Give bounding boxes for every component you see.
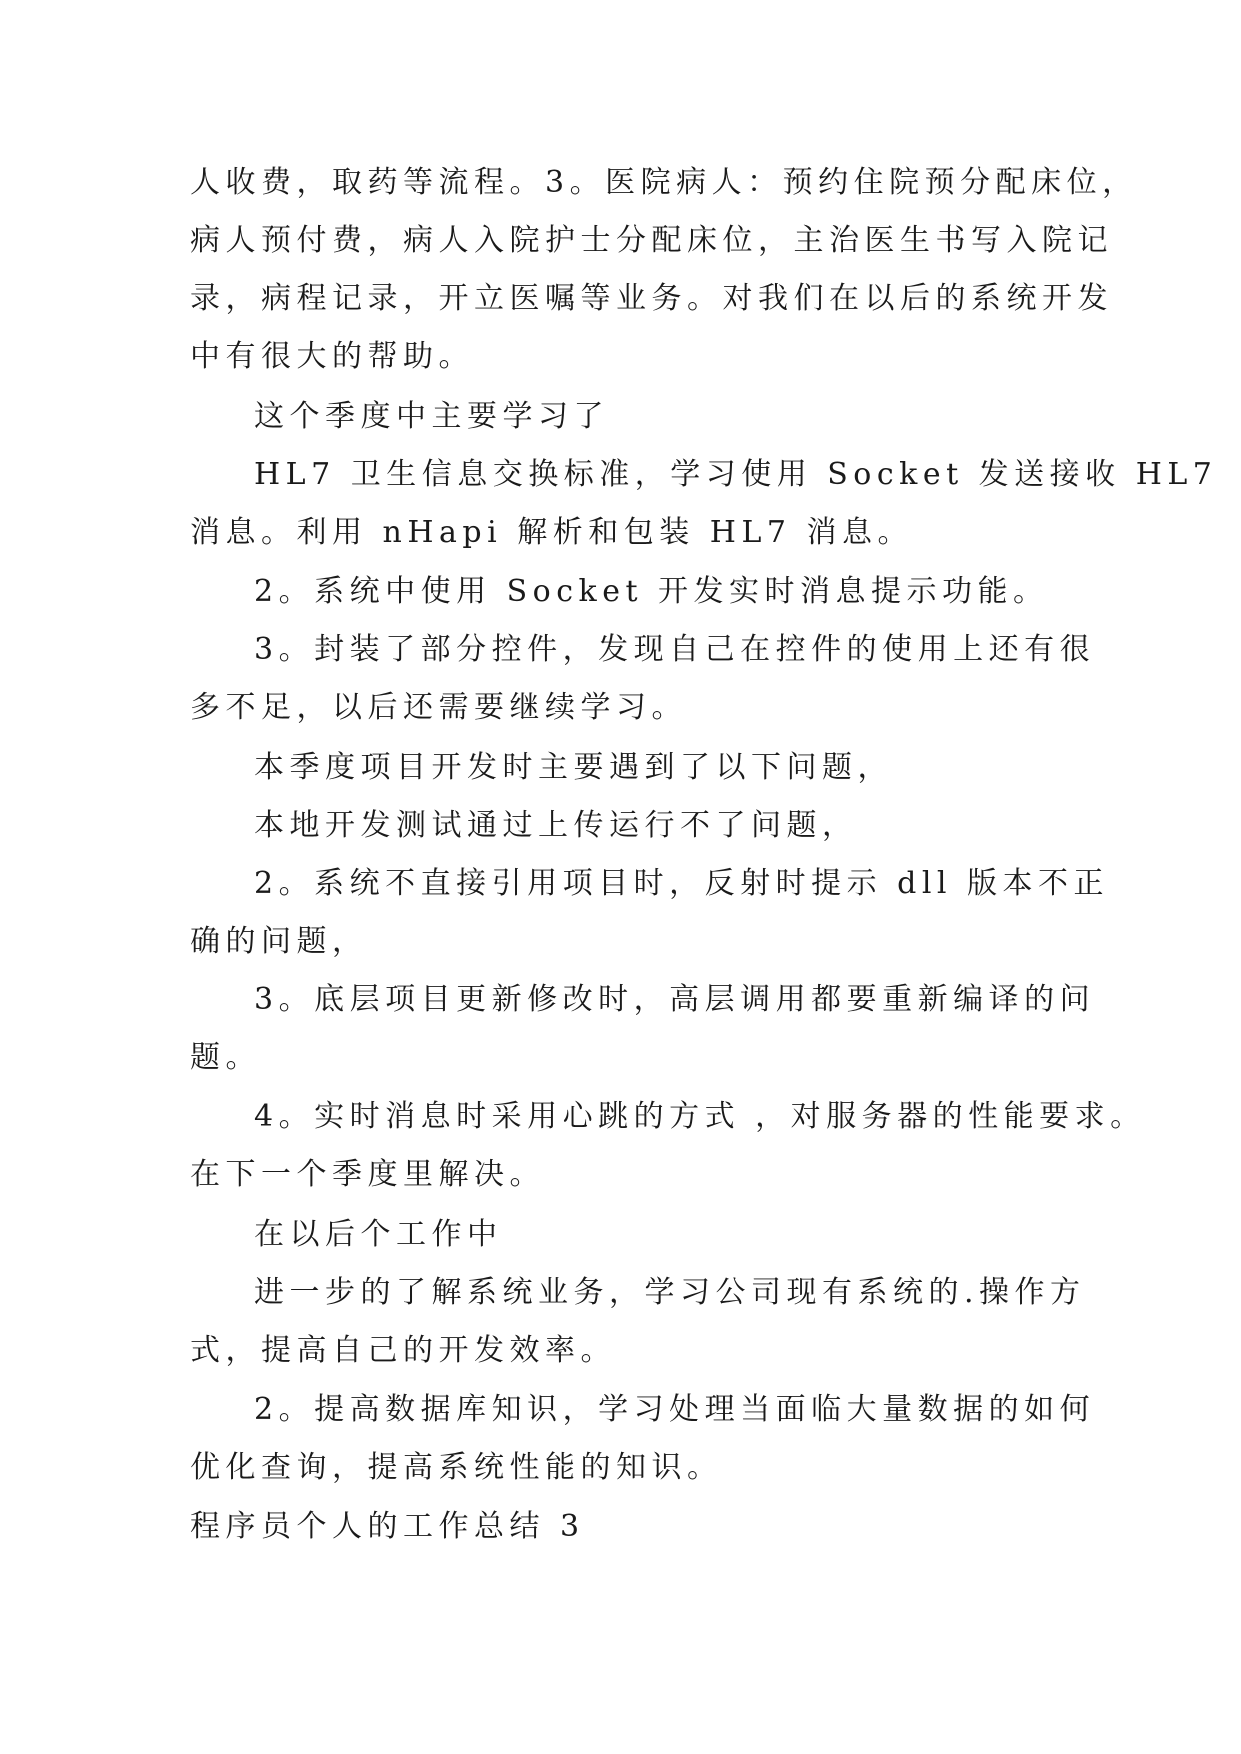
text-line: 式，提高自己的开发效率。 xyxy=(190,1333,616,1368)
text-line: 病人预付费，病人入院护士分配床位，主治医生书写入院记 xyxy=(190,223,1113,258)
section-heading: 程序员个人的工作总结 3 xyxy=(190,1509,585,1544)
text-line: 2。系统不直接引用项目时，反射时提示 dll 版本不正 xyxy=(254,866,1110,901)
text-line: 本季度项目开发时主要遇到了以下问题， xyxy=(254,750,893,785)
text-line: 优化查询，提高系统性能的知识。 xyxy=(190,1450,723,1485)
text-line: 本地开发测试通过上传运行不了问题， xyxy=(254,808,858,843)
text-line: 多不足，以后还需要继续学习。 xyxy=(190,690,687,725)
text-line: HL7 卫生信息交换标准，学习使用 Socket 发送接收 HL7 xyxy=(254,457,1218,492)
text-line: 4。实时消息时采用心跳的方式 ，对服务器的性能要求。 xyxy=(254,1099,1146,1134)
text-line: 进一步的了解系统业务，学习公司现有系统的.操作方 xyxy=(254,1275,1086,1310)
text-line: 题。 xyxy=(190,1040,261,1075)
text-line: 消息。利用 nHapi 解析和包装 HL7 消息。 xyxy=(190,515,913,550)
text-line: 2。提高数据库知识，学习处理当面临大量数据的如何 xyxy=(254,1392,1096,1427)
text-line: 在下一个季度里解决。 xyxy=(190,1157,545,1192)
text-line: 在以后个工作中 xyxy=(254,1217,503,1252)
text-line: 录，病程记录，开立医嘱等业务。对我们在以后的系统开发 xyxy=(190,281,1113,316)
text-line: 3。底层项目更新修改时，高层调用都要重新编译的问 xyxy=(254,982,1096,1017)
text-line: 3。封装了部分控件，发现自己在控件的使用上还有很 xyxy=(254,632,1096,667)
text-line: 这个季度中主要学习了 xyxy=(254,399,609,434)
text-line: 确的问题， xyxy=(190,924,368,959)
text-line: 2。系统中使用 Socket 开发实时消息提示功能。 xyxy=(254,574,1049,609)
text-line: 中有很大的帮助。 xyxy=(190,339,474,374)
text-line: 人收费，取药等流程。3。医院病人：预约住院预分配床位， xyxy=(190,165,1138,200)
